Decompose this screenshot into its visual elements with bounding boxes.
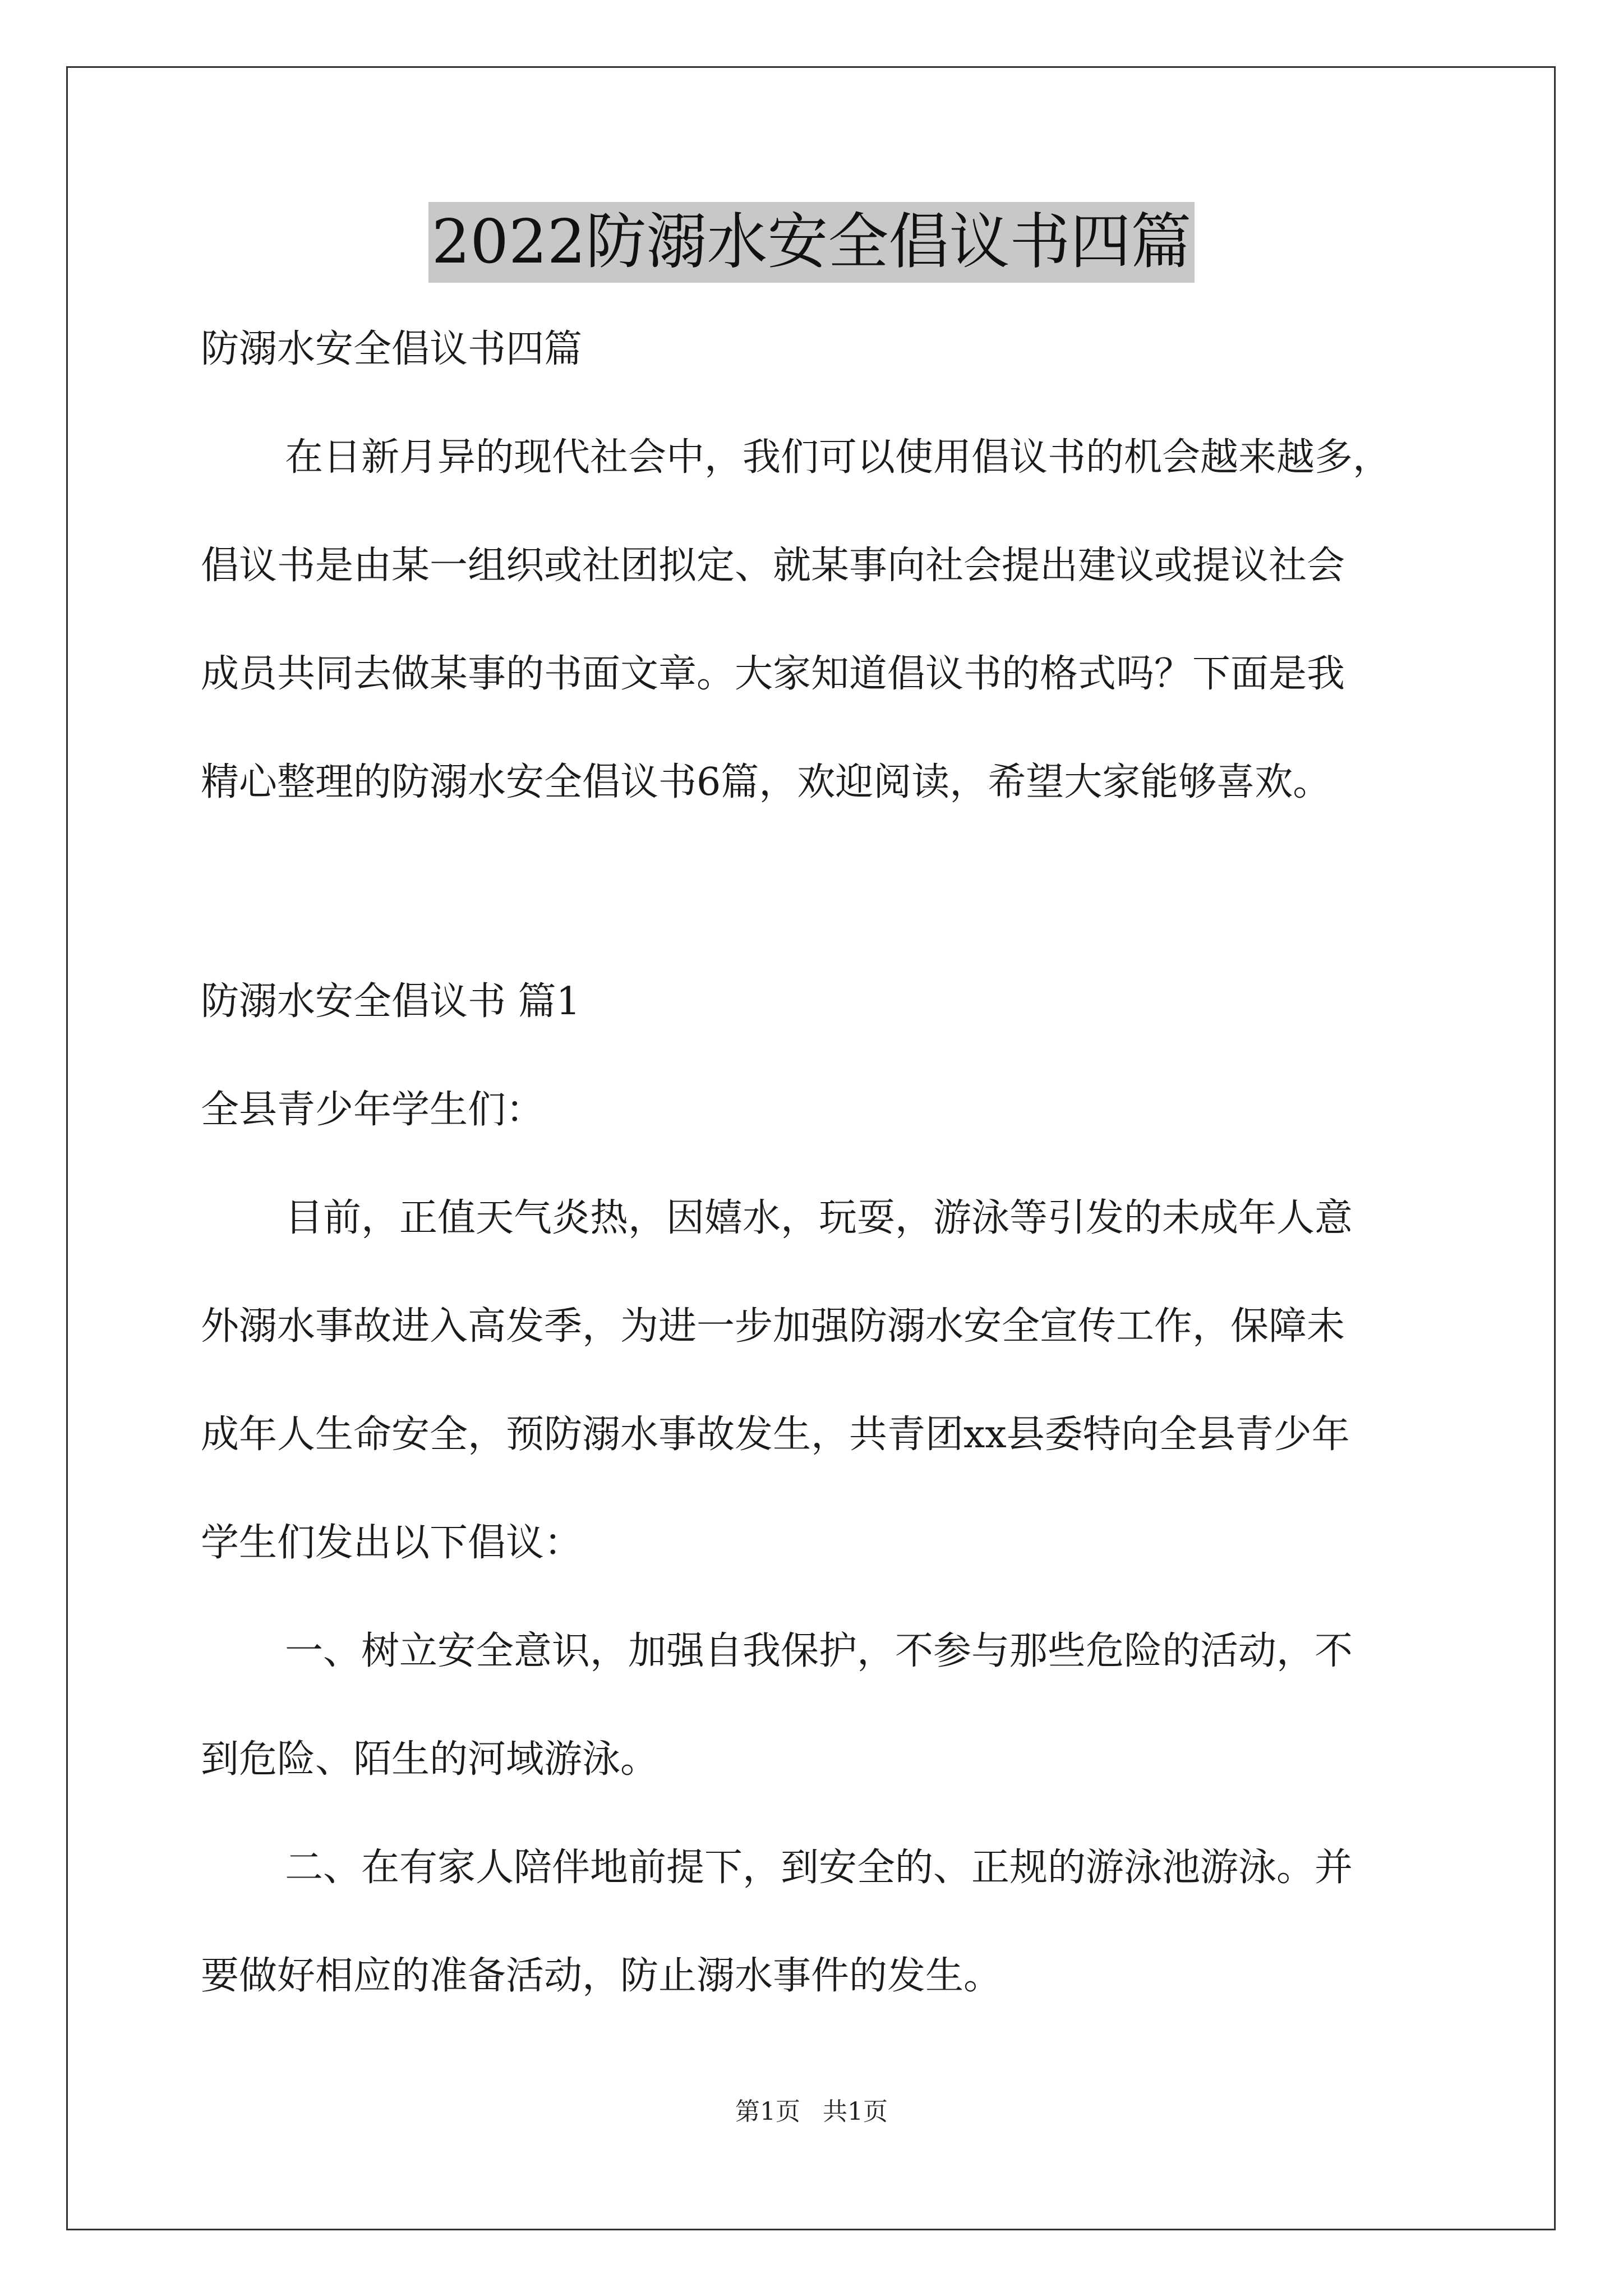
paragraph-line: 二、在有家人陪伴地前提下，到安全的、正规的游泳池游泳。并 — [285, 1846, 1353, 1890]
paragraph-line: 到危险、陌生的河域游泳。 — [201, 1737, 659, 1782]
paragraph-line: 精心整理的防溺水安全倡议书6篇，欢迎阅读，希望大家能够喜欢。 — [201, 760, 1331, 804]
page-total: 共1页 — [823, 2097, 888, 2126]
page-footer — [0, 2095, 1623, 2129]
document-title: 2022防溺水安全倡议书四篇 — [428, 202, 1195, 283]
subtitle-line: 防溺水安全倡议书四篇 — [201, 327, 583, 371]
paragraph-line: 学生们发出以下倡议： — [201, 1521, 583, 1565]
paragraph-line: 目前，正值天气炎热，因嬉水，玩耍，游泳等引发的未成年人意 — [285, 1196, 1353, 1240]
paragraph-line: 成员共同去做某事的书面文章。大家知道倡议书的格式吗？下面是我 — [201, 652, 1345, 696]
section-heading: 防溺水安全倡议书 篇1 — [201, 979, 580, 1024]
page-border — [66, 66, 1556, 2230]
paragraph-line: 外溺水事故进入高发季，为进一步加强防溺水安全宣传工作，保障未 — [201, 1304, 1345, 1349]
page-number: 第1页 — [735, 2097, 800, 2126]
paragraph-line: 在日新月异的现代社会中，我们可以使用倡议书的机会越来越多， — [285, 435, 1391, 480]
salutation-line: 全县青少年学生们： — [201, 1088, 545, 1132]
title-container — [0, 202, 1623, 283]
paragraph-line: 成年人生命安全，预防溺水事故发生，共青团xx县委特向全县青少年 — [201, 1412, 1350, 1457]
paragraph-line: 倡议书是由某一组织或社团拟定、就某事向社会提出建议或提议社会 — [201, 544, 1345, 588]
paragraph-line: 要做好相应的准备活动，防止溺水事件的发生。 — [201, 1954, 1002, 1998]
paragraph-line: 一、树立安全意识，加强自我保护，不参与那些危险的活动，不 — [285, 1629, 1353, 1673]
